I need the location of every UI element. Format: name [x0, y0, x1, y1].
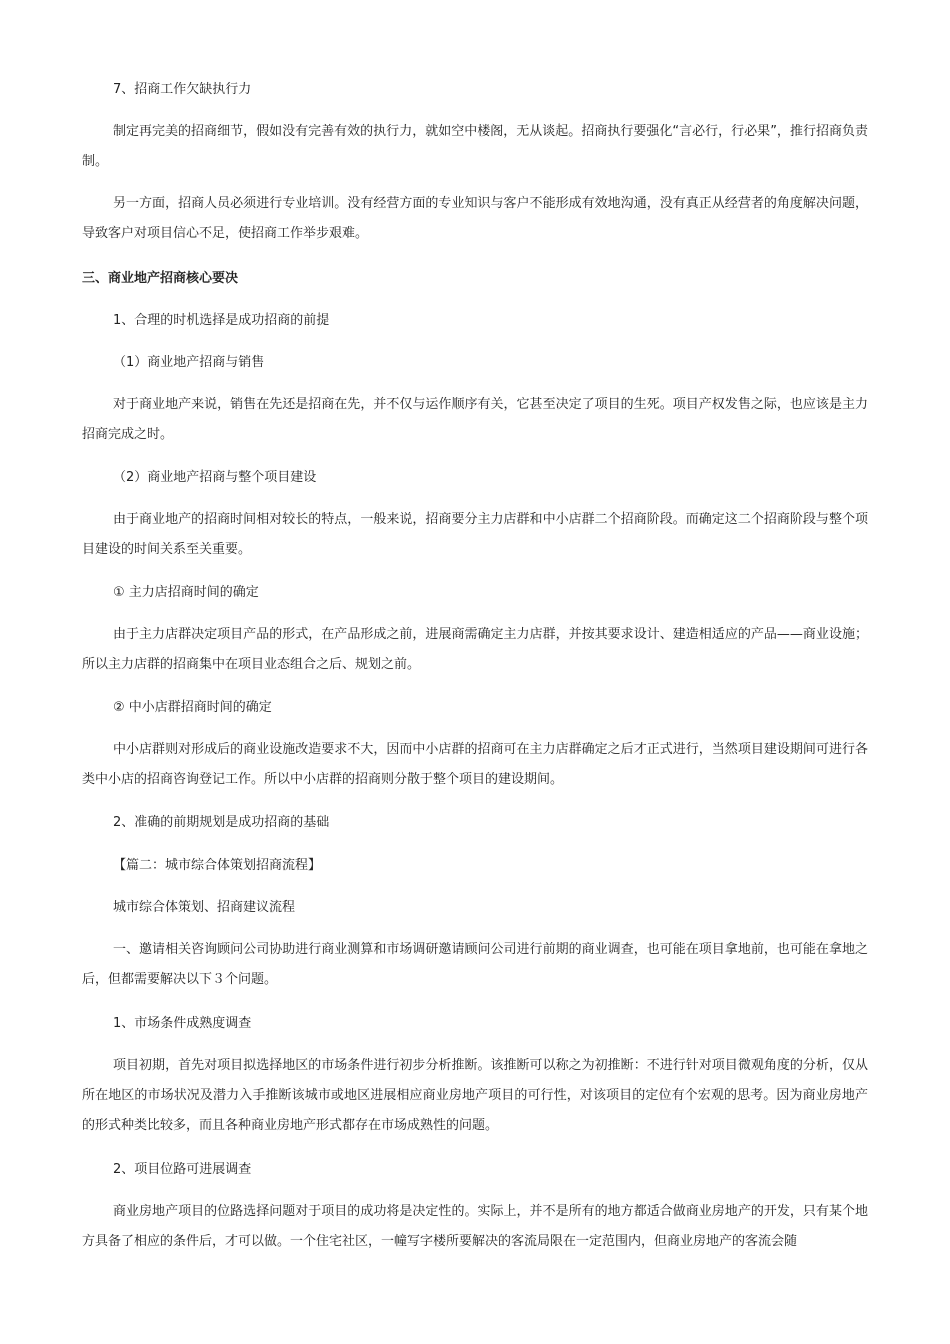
- paragraph-training: 另一方面，招商人员必须进行专业培训。没有经营方面的专业知识与客户不能形成有效地沟通，没有真正从经营者的角度解决问题，导致客户对项目信心不足，使招商工作举步艰难。: [82, 196, 868, 241]
- paragraph-sales: 对于商业地产来说，销售在先还是招商在先，并不仅与运作顺序有关，它甚至决定了项目的生死。项目产权发售之际，也应该是主力招商完成之时。: [82, 397, 868, 442]
- paragraph-small-store-timing: 中小店群则对形成后的商业设施改造要求不大，因而中小店群的招商可在主力店群确定之后才正式进行，当然项目建设期间可进行各类中小店的招商咨询登记工作。所以中小店群的招商则分散于整个项目的建设期间。: [82, 742, 868, 787]
- paragraph-process-title: 城市综合体策划、招商建议流程: [113, 900, 296, 915]
- paragraph-market-maturity: 项目初期，首先对项目拟选择地区的市场条件进行初步分析推断。该推断可以称之为初推断：不进行针对项目微观角度的分析，仅从所在地区的市场状况及潜力入手推断该城市或地区进展相应商业房地产项目的可行性，对该项目的定位有个宏观的思考。因为商业房地产的形式种类比较多，而且各种商业房地产形式都存在市场成熟性的问题。: [82, 1058, 868, 1133]
- heading-7-execution: 7、招商工作欠缺执行力: [113, 82, 252, 97]
- paragraph-location: 商业房地产项目的位路选择问题对于项目的成功将是决定性的。实际上，并不是所有的地方都适合做商业房地产的开发，只有某个地方具备了相应的条件后，才可以做。一个住宅社区，一幢写字楼所要解决的客流局限在一定范围内，但商业房地产的客流会随: [82, 1204, 868, 1249]
- part-two-heading: 【篇二：城市综合体策划招商流程】: [113, 858, 322, 873]
- subheading-planning: 2、准确的前期规划是成功招商的基础: [113, 815, 330, 830]
- subheading-sales: （1）商业地产招商与销售: [113, 355, 265, 370]
- subheading-market-maturity: 1、市场条件成熟度调查: [113, 1016, 252, 1031]
- paragraph-execution-detail: 制定再完美的招商细节，假如没有完善有效的执行力，就如空中楼阁，无从谈起。招商执行要强化“言必行，行必果”，推行招商负责制。: [82, 124, 868, 169]
- paragraph-construction: 由于商业地产的招商时间相对较长的特点，一般来说，招商要分主力店群和中小店群二个招商阶段。而确定这二个招商阶段与整个项目建设的时间关系至关重要。: [82, 512, 868, 557]
- paragraph-consultant: 一、邀请相关咨询顾问公司协助进行商业测算和市场调研邀请顾问公司进行前期的商业调查，也可能在项目拿地前，也可能在拿地之后，但都需要解决以下３个问题。: [82, 942, 868, 987]
- section-heading-core-tips: 三、商业地产招商核心要决: [82, 271, 239, 286]
- subheading-anchor-timing: ① 主力店招商时间的确定: [113, 585, 259, 600]
- subheading-small-store-timing: ② 中小店群招商时间的确定: [113, 700, 272, 715]
- paragraph-anchor-timing: 由于主力店群决定项目产品的形式，在产品形成之前，进展商需确定主力店群，并按其要求设计、建造相适应的产品——商业设施；所以主力店群的招商集中在项目业态组合之后、规划之前。: [82, 627, 868, 672]
- subheading-timing: 1、合理的时机选择是成功招商的前提: [113, 313, 330, 328]
- subheading-location: 2、项目位路可进展调查: [113, 1162, 252, 1177]
- subheading-construction: （2）商业地产招商与整个项目建设: [113, 470, 317, 485]
